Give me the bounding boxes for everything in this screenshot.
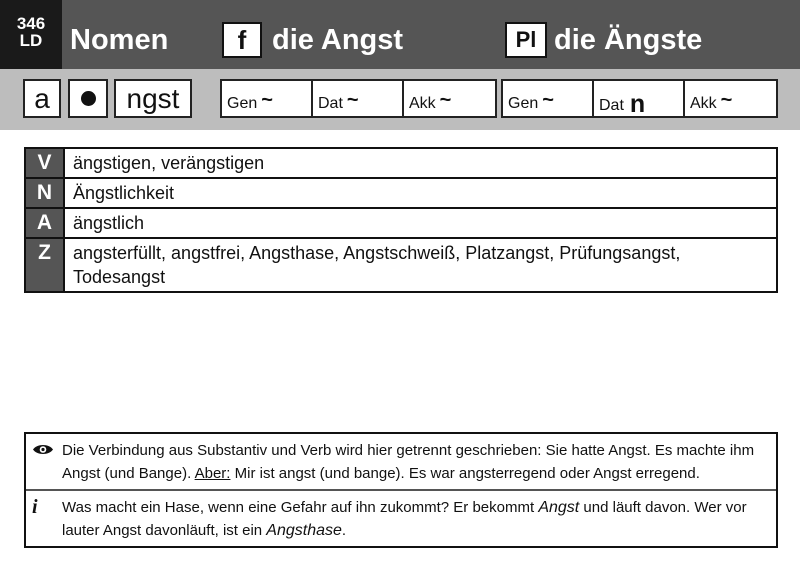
gender-badge: f — [222, 22, 262, 58]
plural-badge: Pl — [505, 22, 547, 58]
spelling-note — [26, 434, 776, 491]
case-accusative-singular: Akk ~ — [409, 89, 452, 112]
stem-vowel-box: a — [23, 79, 61, 118]
spelling-note-text: Die Verbindung aus Substantiv und Verb wird hier getrennt geschrieben: Sie hatte Angst. Es machte ihm Angst (und Bange). Aber: Mir ist angst (und bange). Es war angsterregend oder Angst erregend. — [62, 442, 755, 482]
derivation-row-adjective — [26, 209, 776, 239]
derivation-letter: Z — [26, 239, 65, 291]
derivation-text: ängstlich — [73, 213, 145, 233]
notes-box — [24, 432, 778, 548]
case-genitive-plural: Gen ~ — [503, 81, 594, 116]
singular-form: die Angst — [272, 24, 404, 56]
word-category: Nomen — [70, 24, 169, 56]
derivation-letter: V — [26, 149, 65, 177]
case-dative-singular: Dat ~ — [313, 81, 404, 116]
info-note — [26, 491, 776, 546]
card-number-box — [0, 0, 62, 69]
derivation-letter: N — [26, 179, 65, 207]
eye-icon — [32, 439, 62, 485]
plural-cases — [501, 79, 778, 118]
case-dative-plural: Dat n — [594, 81, 685, 116]
stem-ending-box: ngst — [114, 79, 192, 118]
derivation-text: ängstigen, verängstigen — [73, 153, 265, 173]
card-code: LD — [19, 31, 43, 50]
info-note-text: Was macht ein Hase, wenn eine Gefahr auf ihn zukommt? Er bekommt Angst und läuft davon. Wer vor lauter Angst davonläuft, ist ein Angsthase. — [62, 499, 747, 539]
derivation-row-compounds — [26, 239, 776, 291]
derivation-row-noun — [26, 179, 776, 209]
derivation-text: angsterfüllt, angstfrei, Angsthase, Angstschweiß, Platzangst, Prüfungsangst, Todesangst — [73, 243, 681, 287]
derivation-text: Ängstlichkeit — [73, 183, 175, 203]
aber-label: Aber: — [194, 465, 231, 482]
umlaut-marker-box — [68, 79, 108, 118]
info-icon: i — [32, 496, 38, 518]
derivations-table — [24, 147, 778, 293]
singular-cases — [220, 79, 497, 118]
umlaut-dot-icon — [81, 91, 96, 106]
card-number: 346 — [16, 14, 46, 33]
case-accusative-plural: Akk ~ — [690, 89, 733, 112]
case-genitive-singular: Gen ~ — [222, 81, 313, 116]
card-header — [0, 0, 800, 69]
plural-form: die Ängste — [554, 24, 703, 56]
derivation-row-verb — [26, 149, 776, 179]
derivation-letter: A — [26, 209, 65, 237]
